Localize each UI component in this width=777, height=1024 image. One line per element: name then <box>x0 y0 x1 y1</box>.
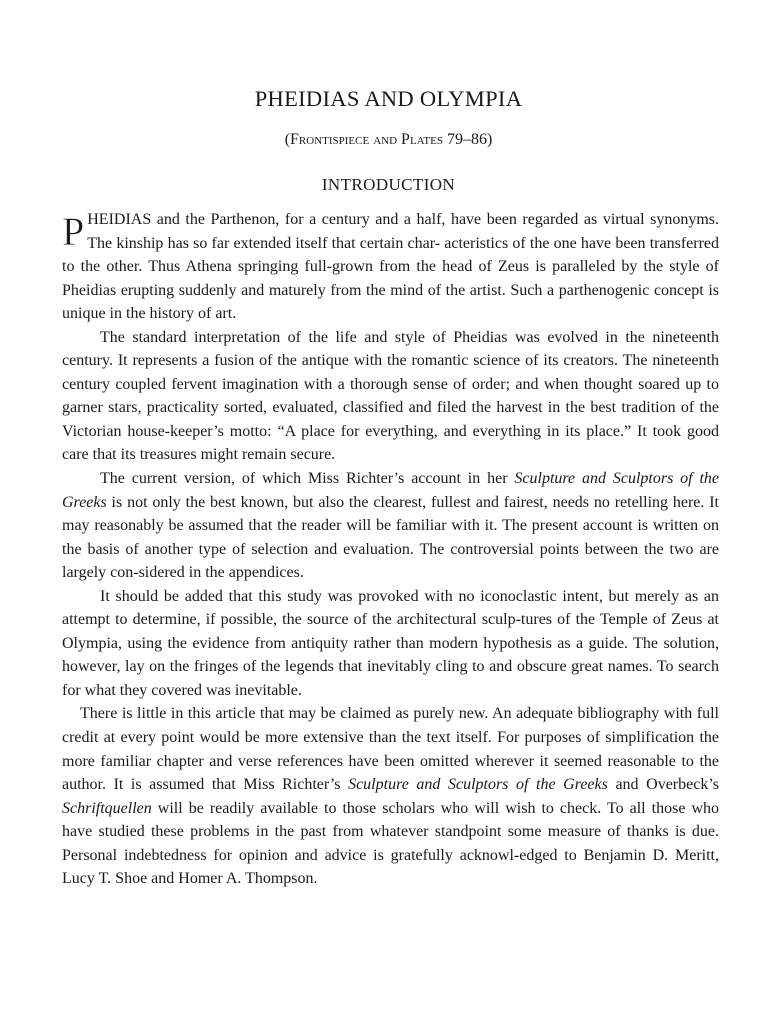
lead-word-rest: HEIDIAS <box>87 211 152 228</box>
book-title-2: Sculpture and Sculptors of the Greeks <box>348 776 608 794</box>
paragraph-5 <box>62 702 719 890</box>
paragraph-5-text-b: and Overbeck’s <box>607 776 719 794</box>
drop-cap: P <box>62 209 85 254</box>
section-heading: INTRODUCTION <box>321 175 456 194</box>
article-subtitle: (Frontispiece and Plates 79–86) <box>284 131 493 148</box>
article-body <box>62 208 719 891</box>
paragraph-3-text-a: The current version, of which Miss Richter’s account in her <box>100 470 515 488</box>
paragraph-4: It should be added that this study was provoked with no iconoclastic intent, but merely as an attempt to determine, if possible, the source of the architectural sculp-tures of the Temple of Zeus at Olympia, using the evidence from antiquity rather than modern hypothesis as a guide. The solution, however, lay on the fringes of the legends that inevitably cling to and obscure great names. To search for what they covered was inevitable. <box>62 587 719 699</box>
paragraph-3-text-b: is not only the best known, but also the clearest, fullest and fairest, needs no retelling here. It may reasonably be assumed that the reader will be familiar with it. The present account is written on the basis of another type of selection and evaluation. The controversial points between the two are largely con-sidered in the appendices. <box>62 493 719 582</box>
paragraph-1 <box>62 208 719 326</box>
paragraph-5-text-c: will be readily available to those scholars who will wish to check. To all those who have studied these problems in the past from whatever standpoint some measure of thanks is due. Personal indebtedness for opinion and advice is gratefully acknowl-edged to Benjamin D. Meritt, Lucy T. Shoe and Homer A. Thompson. <box>62 799 719 888</box>
paragraph-1-line-2: virtual synonyms. The kinship has so far extended itself that certain char- <box>87 211 720 252</box>
paragraph-1-line-1: and the Parthenon, for a century and a half, have been regarded as <box>151 211 598 228</box>
book-title: Sculpture and Sculptors of the Greeks <box>62 470 719 511</box>
article-title: PHEIDIAS AND OLYMPIA <box>254 86 523 111</box>
paragraph-3 <box>62 467 719 585</box>
paragraph-5-text-a: There is little in this article that may be claimed as purely new. An adequate bibliography with full credit at every point would be more extensive than the text itself. For purposes of simplification the more familiar chapter and verse references have been omitted wherever it seemed reasonable to the author. It is assumed that Miss Richter’s <box>62 705 719 794</box>
paragraph-1-rest: acteristics of the one have been transferred to the other. Thus Athena springing full-grown from the head of Zeus is paralleled by the style of Pheidias erupting suddenly and maturely from the mind of the artist. Such a parthenogenic concept is unique in the history of art. <box>62 234 719 323</box>
paragraph-2: The standard interpretation of the life and style of Pheidias was evolved in the nineteenth century. It represents a fusion of the antique with the romantic science of its creators. The nineteenth century coupled fervent imagination with a thorough sense of order; and when thought soared up to garner stars, practicality sorted, evaluated, classified and filed the harvest in the best tradition of the Victorian house-keeper’s motto: “A place for everything, and everything in its place.” It took good care that its treasures might remain secure. <box>62 328 719 464</box>
book-title-3: Schriftquellen <box>62 799 152 817</box>
